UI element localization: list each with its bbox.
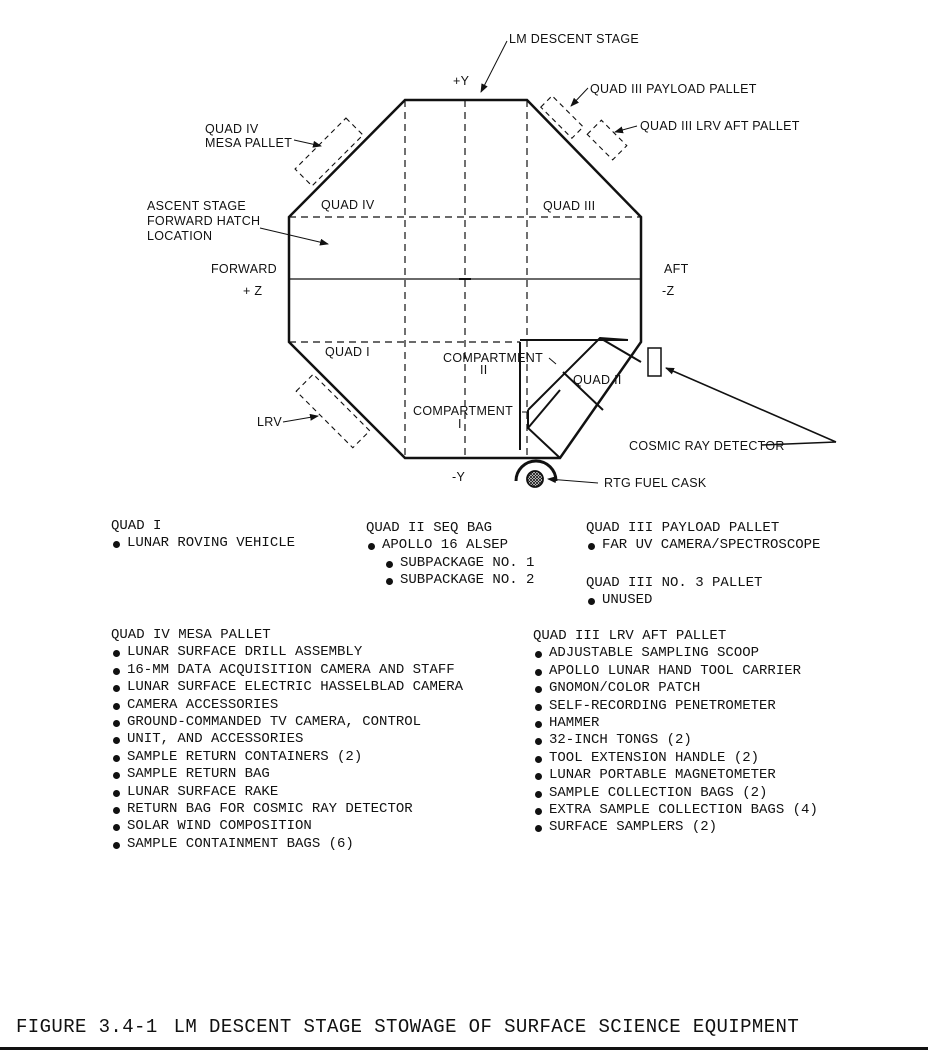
list-subitem: SUBPACKAGE NO. 1 [366, 555, 534, 572]
list-subitem: SUBPACKAGE NO. 2 [366, 572, 534, 589]
list-item: TOOL EXTENSION HANDLE (2) [533, 750, 818, 767]
list-item: EXTRA SAMPLE COLLECTION BAGS (4) [533, 802, 818, 819]
quad2-seq-bag-heading: QUAD II SEQ BAG [366, 520, 493, 536]
list-item: SAMPLE CONTAINMENT BAGS (6) [111, 836, 463, 853]
quad3-lrv-aft-pallet-heading: QUAD III LRV AFT PALLET [533, 628, 727, 644]
list-item: SAMPLE RETURN CONTAINERS (2) [111, 749, 463, 766]
cosmic-ray-arrow-shaft [666, 368, 836, 442]
quad3-no3-pallet-list [586, 575, 762, 610]
quad3-lrv-aft-pallet-outline [587, 120, 627, 160]
list-item: ADJUSTABLE SAMPLING SCOOP [533, 645, 818, 662]
label-lm-descent-stage: LM DESCENT STAGE [509, 32, 640, 46]
quad3-lrv-aft-pallet-list [533, 628, 818, 837]
label-quad-iv: QUAD IV [321, 198, 375, 212]
label-quad3-payload-pallet: QUAD III PAYLOAD PALLET [590, 82, 757, 96]
list-item: LUNAR SURFACE RAKE [111, 784, 463, 801]
label-minus-y: -Y [452, 470, 466, 484]
label-forward: FORWARD [211, 262, 277, 276]
quad1-heading: QUAD I [111, 518, 162, 534]
figure-title: LM DESCENT STAGE STOWAGE OF SURFACE SCIENCE EQUIPMENT [173, 1016, 800, 1038]
label-ascent-hatch-2: FORWARD HATCH [147, 214, 261, 228]
list-item: 16-MM DATA ACQUISITION CAMERA AND STAFF [111, 662, 463, 679]
list-item: HAMMER [533, 715, 818, 732]
quad2-seq-bag-list [366, 520, 534, 590]
list-item: SELF-RECORDING PENETROMETER [533, 698, 818, 715]
label-quad-iii: QUAD III [543, 199, 596, 213]
label-quad-i: QUAD I [325, 345, 370, 359]
lm-descent-stage-diagram [0, 0, 928, 500]
label-quad-ii: QUAD II [573, 373, 622, 387]
label-minus-z: -Z [662, 284, 675, 298]
quad3-payload-pallet-heading: QUAD III PAYLOAD PALLET [586, 520, 780, 536]
pallets [295, 96, 627, 448]
label-quad4-mesa-2: MESA PALLET [205, 136, 293, 150]
figure-caption [16, 1016, 799, 1038]
list-item: UNUSED [586, 592, 762, 609]
quad3-payload-pallet-list [586, 520, 820, 555]
list-item: SURFACE SAMPLERS (2) [533, 819, 818, 836]
list-item: CAMERA ACCESSORIES [111, 697, 463, 714]
quad3-payload-pallet-outline [541, 96, 583, 138]
cosmic-ray-detector-box [648, 348, 661, 376]
label-quad3-lrv-aft-pallet: QUAD III LRV AFT PALLET [640, 119, 800, 133]
list-item: APOLLO 16 ALSEP [366, 537, 534, 554]
label-plus-z: + Z [243, 284, 263, 298]
label-ascent-hatch-1: ASCENT STAGE [147, 199, 246, 213]
list-item: LUNAR ROVING VEHICLE [111, 535, 295, 552]
figure-number: FIGURE 3.4-1 [16, 1016, 158, 1038]
list-item: GROUND-COMMANDED TV CAMERA, CONTROL [111, 714, 463, 731]
list-item: SAMPLE RETURN BAG [111, 766, 463, 783]
list-item: 32-INCH TONGS (2) [533, 732, 818, 749]
bottom-rule [0, 1047, 928, 1050]
list-item: SOLAR WIND COMPOSITION [111, 818, 463, 835]
label-compartment-2-line2: II [480, 363, 488, 377]
list-item: LUNAR SURFACE ELECTRIC HASSELBLAD CAMERA [111, 679, 463, 696]
quad4-mesa-pallet-heading: QUAD IV MESA PALLET [111, 627, 271, 643]
label-quad4-mesa-1: QUAD IV [205, 122, 259, 136]
label-compartment-1-line1: COMPARTMENT [413, 404, 514, 418]
list-item: RETURN BAG FOR COSMIC RAY DETECTOR [111, 801, 463, 818]
list-item: LUNAR PORTABLE MAGNETOMETER [533, 767, 818, 784]
label-compartment-2-line1: COMPARTMENT [443, 351, 544, 365]
quad3-no3-pallet-heading: QUAD III NO. 3 PALLET [586, 575, 763, 591]
label-plus-y: +Y [453, 74, 470, 88]
label-compartment-1-line2: I [458, 417, 462, 431]
list-item: SAMPLE COLLECTION BAGS (2) [533, 785, 818, 802]
label-cosmic-ray-detector: COSMIC RAY DETECTOR [629, 439, 785, 453]
list-item: UNIT, AND ACCESSORIES [111, 731, 463, 748]
list-item: FAR UV CAMERA/SPECTROSCOPE [586, 537, 820, 554]
list-item: APOLLO LUNAR HAND TOOL CARRIER [533, 663, 818, 680]
label-ascent-hatch-3: LOCATION [147, 229, 213, 243]
quad4-mesa-pallet-list [111, 627, 463, 853]
quad1-list [111, 518, 295, 553]
rtg-fuel-cask [516, 461, 556, 487]
list-item: LUNAR SURFACE DRILL ASSEMBLY [111, 644, 463, 661]
label-aft: AFT [664, 262, 689, 276]
list-item: GNOMON/COLOR PATCH [533, 680, 818, 697]
label-rtg-fuel-cask: RTG FUEL CASK [604, 476, 707, 490]
label-lrv: LRV [257, 415, 282, 429]
